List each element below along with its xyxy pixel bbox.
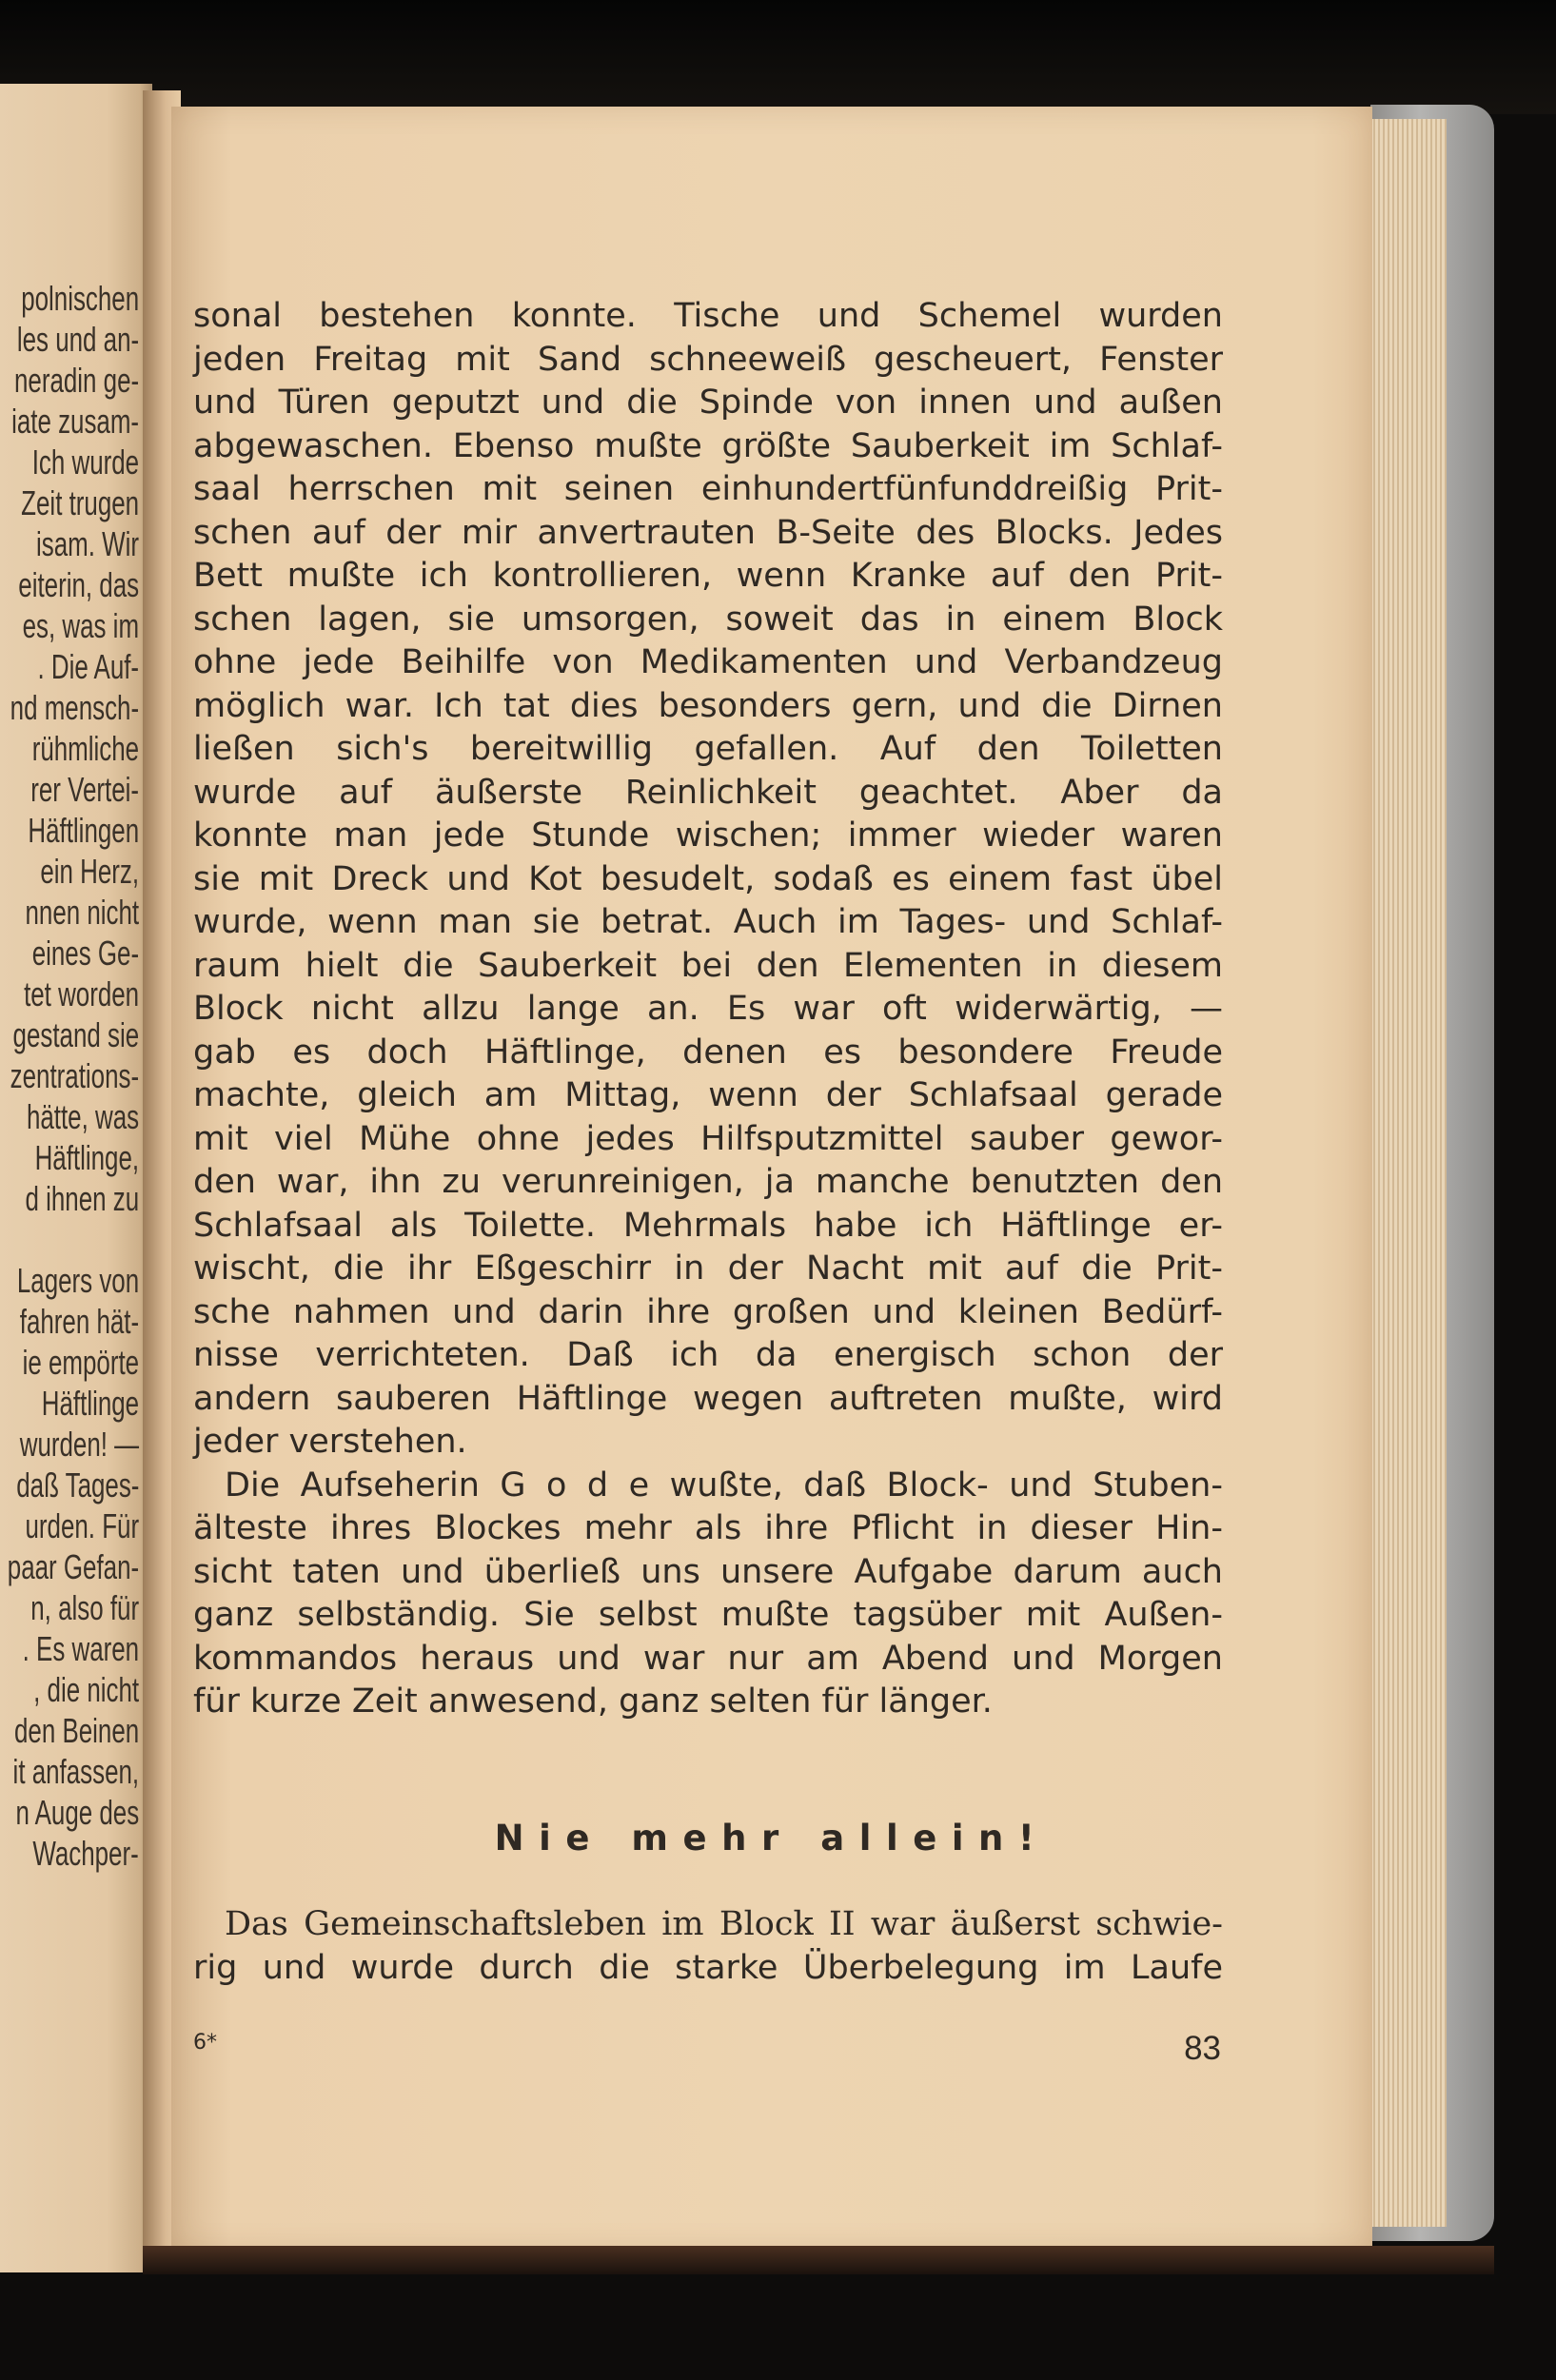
text-line: gab es doch Häftlinge, denen es besondere Freude (193, 1033, 1223, 1072)
left-page-line: fahren hät- (19, 1302, 139, 1341)
left-page-line: n Auge des (15, 1793, 139, 1832)
text-line: Schlafsaal als Toilette. Mehrmals habe ich Häftlinge er- (193, 1206, 1223, 1245)
text-line: schen auf der mir anvertrauten B-Seite des Blocks. Jedes (193, 513, 1223, 552)
book-bottom-edge (143, 2246, 1494, 2274)
text-line: Bett mußte ich kontrollieren, wenn Kranke auf den Prit- (193, 557, 1223, 595)
text-line: rig und wurde durch die starke Überbelegung im Laufe (193, 1948, 1223, 1987)
text-line: sie mit Dreck und Kot besudelt, sodaß es einem fast übel (193, 859, 1223, 898)
text-line: schen lagen, sie umsorgen, soweit das in einem Block (193, 600, 1223, 639)
text-line: möglich war. Ich tat dies besonders gern, und die Dirnen (193, 686, 1223, 725)
left-page-line: urden. Für (25, 1506, 139, 1545)
text-line: und Türen geputzt und die Spinde von innen und außen (193, 384, 1223, 422)
text-line: jeden Freitag mit Sand schneeweiß gescheuert, Fenster (193, 340, 1223, 379)
left-page-line: gestand sie (12, 1015, 139, 1054)
text-line: nisse verrichteten. Daß ich da energisch schon der (193, 1336, 1223, 1374)
left-page-line: zentrations- (10, 1056, 139, 1095)
left-page-line: Wachper- (32, 1834, 139, 1873)
left-page-line: nd mensch- (10, 688, 139, 727)
left-page-line: it anfassen, (12, 1752, 139, 1791)
left-page-line: Häftlingen (28, 811, 139, 850)
text-line: Das Gemeinschaftsleben im Block II war äußerst schwie- (225, 1905, 1223, 1943)
left-page-line: wurden! — (19, 1425, 139, 1464)
left-page-line: n, also für (30, 1588, 139, 1627)
left-page-line: , die nicht (33, 1670, 139, 1709)
text-line: älteste ihres Blockes mehr als ihre Pflicht in dieser Hin- (193, 1509, 1223, 1547)
left-page-line: eines Ge- (31, 934, 139, 973)
left-page-line: paar Gefan- (7, 1547, 139, 1586)
left-page-line: Ich wurde (31, 443, 139, 482)
left-page-line: rühmliche (31, 729, 139, 768)
body-text-continued (193, 1903, 1223, 1990)
left-page-line: rer Vertei- (30, 770, 139, 809)
left-page-line: nnen nicht (25, 893, 139, 932)
left-page-line: isam. Wir (36, 524, 139, 563)
left-page-line: polnischen (21, 279, 139, 318)
text-line: mit viel Mühe ohne jedes Hilfsputzmittel sauber gewor- (193, 1119, 1223, 1158)
body-text (193, 295, 1223, 1724)
text-line: sche nahmen und darin ihre großen und kleinen Bedürf- (193, 1292, 1223, 1331)
text-line: für kurze Zeit anwesend, ganz selten für länger. (193, 1682, 993, 1721)
text-line: Block nicht allzu lange an. Es war oft widerwärtig, — (193, 990, 1223, 1028)
signature-mark: 6* (193, 2031, 217, 2055)
page-edges (1370, 119, 1447, 2227)
text-line: andern sauberen Häftlinge wegen auftreten mußte, wird (193, 1379, 1223, 1418)
left-page-line: Häftlinge (41, 1384, 139, 1423)
text-line: ganz selbständig. Sie selbst mußte tagsüber mit Außen- (193, 1596, 1223, 1634)
text-line: sonal bestehen konnte. Tische und Schemel wurden (193, 297, 1223, 335)
left-page (0, 84, 152, 2272)
left-page-line: les und an- (16, 320, 139, 359)
left-page-line: ein Herz, (40, 852, 139, 891)
left-page-line: Lagers von (16, 1261, 139, 1300)
text-line: wischt, die ihr Eßgeschirr in der Nacht mit auf die Prit- (193, 1249, 1223, 1288)
left-page-line: . Es waren (22, 1629, 139, 1668)
left-page-line: d ihnen zu (25, 1179, 139, 1218)
left-page-line: eiterin, das (18, 565, 139, 604)
text-line: ohne jede Beihilfe von Medikamenten und Verbandzeug (193, 643, 1223, 681)
dark-background (0, 0, 1556, 114)
text-line: jeder verstehen. (193, 1423, 467, 1461)
left-page-line: den Beinen (13, 1711, 139, 1750)
left-page-line: . Die Auf- (37, 647, 139, 686)
left-page-line: Häftlinge, (34, 1138, 139, 1177)
text-line: den war, ihn zu verunreinigen, ja manche benutzten den (193, 1163, 1223, 1201)
left-page-line: es, was im (22, 606, 139, 645)
left-page-line: neradin ge- (13, 361, 139, 400)
text-line: ließen sich's bereitwillig gefallen. Auf den Toiletten (193, 730, 1223, 768)
text-line: wurde, wenn man sie betrat. Auch im Tages- und Schlaf- (193, 903, 1223, 941)
section-title: Nie mehr allein! (494, 1818, 1050, 1859)
text-line: abgewaschen. Ebenso mußte größte Sauberkeit im Schlaf- (193, 426, 1223, 465)
left-page-line: hätte, was (26, 1097, 139, 1136)
left-page-line: iate zusam- (11, 402, 139, 441)
left-page-line: Zeit trugen (21, 483, 139, 522)
text-line: konnte man jede Stunde wischen; immer wieder waren (193, 816, 1223, 855)
text-line: Die Aufseherin G o d e wußte, daß Block- und Stuben- (225, 1465, 1223, 1505)
text-line: saal herrschen mit seinen einhundertfünfunddreißig Prit- (193, 470, 1223, 508)
text-line: raum hielt die Sauberkeit bei den Elementen in diesem (193, 946, 1223, 985)
left-page-line: daß Tages- (15, 1465, 139, 1505)
text-line: wurde auf äußerste Reinlichkeit geachtet. Aber da (193, 773, 1223, 812)
left-page-line: ie empörte (22, 1343, 139, 1382)
left-page-line: tet worden (23, 974, 139, 1013)
page-number: 83 (1184, 2030, 1221, 2067)
text-line: kommandos heraus und war nur am Abend und Morgen (193, 1639, 1223, 1678)
text-line: machte, gleich am Mittag, wenn der Schlafsaal gerade (193, 1076, 1223, 1114)
text-line: sicht taten und überließ uns unsere Aufgabe darum auch (193, 1552, 1223, 1591)
